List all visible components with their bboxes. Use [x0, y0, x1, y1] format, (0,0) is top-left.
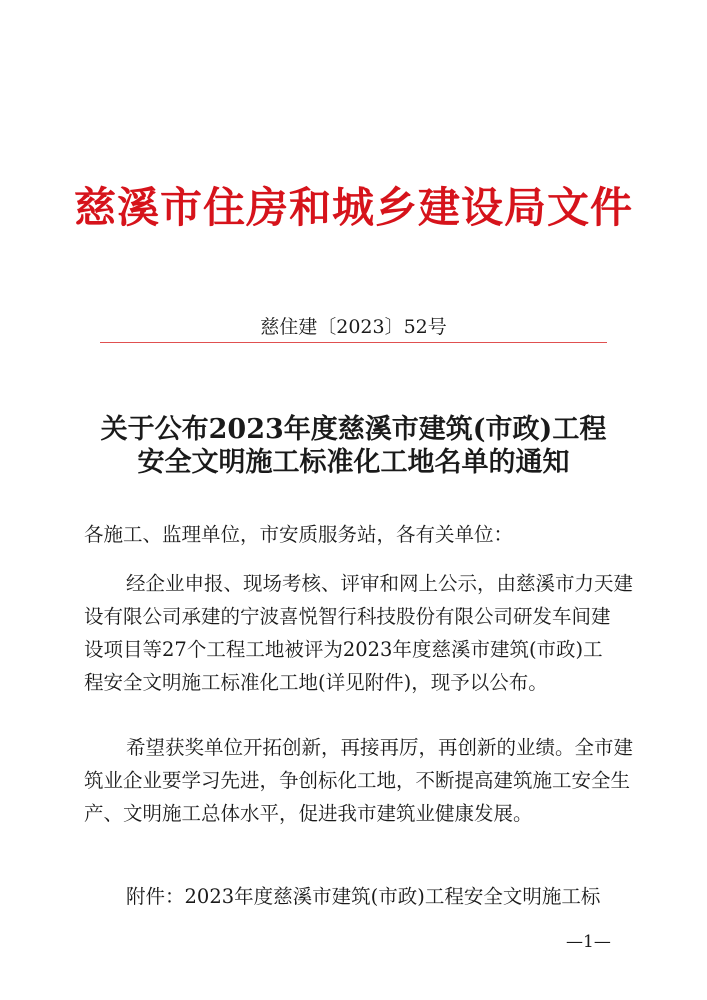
paragraph-1-line: 设有限公司承建的宁波喜悦智行科技股份有限公司研发车间建	[84, 605, 611, 628]
issuer-header: 慈溪市住房和城乡建设局文件	[73, 183, 633, 232]
title-line-2: 安全文明施工标准化工地名单的通知	[137, 447, 570, 478]
title-line-1: 关于公布2023年度慈溪市建筑(市政)工程	[100, 414, 607, 445]
paragraph-1-line: 设项目等27个工程工地被评为2023年度慈溪市建筑(市政)工	[84, 638, 603, 661]
page-number: —1—	[566, 932, 611, 952]
attachment-note	[84, 880, 629, 913]
red-separator-line	[100, 342, 607, 343]
paragraph-2-line: 产、文明施工总体水平，促进我市建筑业健康发展。	[84, 802, 533, 825]
salutation-text: 各施工、监理单位，市安质服务站，各有关单位：	[84, 523, 514, 546]
paragraph-1-line: 经企业申报、现场考核、评审和网上公示，由慈溪市力天建	[126, 572, 634, 595]
paragraph-2-line: 希望获奖单位开拓创新，再接再厉，再创新的业绩。全市建	[126, 736, 634, 759]
attachment-text: 附件：2023年度慈溪市建筑(市政)工程安全文明施工标	[126, 885, 601, 908]
document-number: 慈住建〔2023〕52号	[260, 316, 447, 338]
paragraph-2	[84, 731, 634, 830]
paragraph-1	[84, 567, 634, 699]
notice-title	[0, 412, 707, 478]
paragraph-1-line: 程安全文明施工标准化工地(详见附件)，现予以公布。	[84, 671, 548, 694]
salutation	[84, 518, 629, 551]
paragraph-2-line: 筑业企业要学习先进，争创标化工地，不断提高建筑施工安全生	[84, 769, 631, 792]
